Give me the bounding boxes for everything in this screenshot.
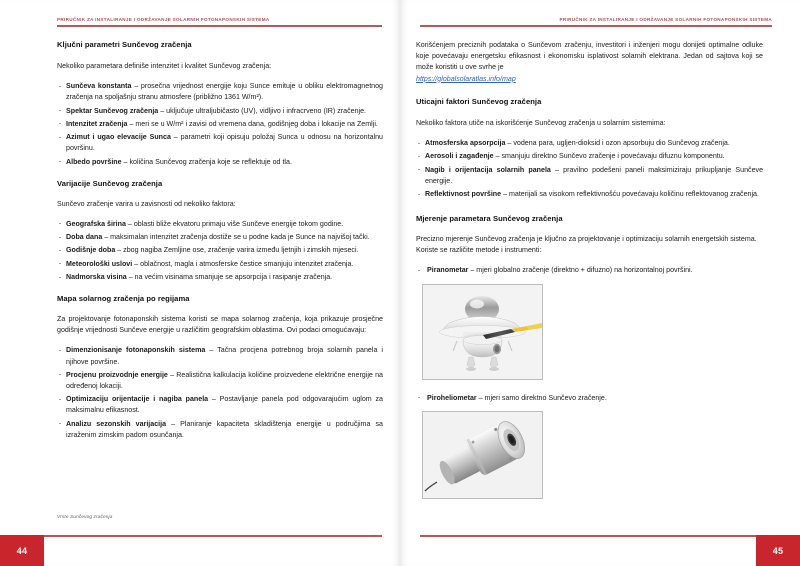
paragraph-precise-data-text: Korišćenjem preciznih podataka o Sunčevom zračenju, investitori i inženjeri mogu donijeti optimalne odluke koje povećavaju energetsku efikasnost i ekonomsku isplativost solarnih elektrana. Jedan od sajtova koji se može koristiti u ove svrhe je [416, 41, 763, 72]
list-item-text: – vodena para, ugljen-dioksid i ozon apsorbuju dio Sunčevog zračenja. [505, 139, 730, 148]
list-item-text: – parametri koji opisuju položaj Sunca u odnosu na horizontalnu površinu. [66, 133, 383, 153]
list-item [57, 394, 383, 416]
list-item-term: Dimenzionisanje fotonaponskih sistema [66, 346, 206, 355]
list-item-term: Aerosoli i zagađenje [425, 152, 494, 161]
list-item [57, 259, 383, 270]
list-item [416, 151, 763, 162]
list-item-term: Sunčeva konstanta [66, 82, 132, 91]
list-item-term: Piroheliometar [427, 393, 477, 402]
list-item-text: – Realistična kalkulacija količine proizvedene električne energije na određenoj lokaciji. [66, 370, 383, 390]
list-item-text: – mjeri globalno zračenje (direktno + difuzno) na horizontalnoj površini. [468, 266, 693, 275]
heading-variations: Varijacije Sunčevog zračenja [57, 178, 163, 188]
header-rule-right [420, 25, 772, 27]
list-item [57, 157, 383, 168]
list-item-text: – meri se u W/m² i zavisi od vremena dana, godišnjeg doba i lokacije na Zemlji. [127, 119, 378, 128]
list-item-text: – na većim visinama smanjuje se apsorpcija i rasipanje zračenja. [126, 272, 333, 281]
page-number-right: 45 [756, 535, 800, 566]
list-item [57, 345, 383, 367]
right-page-text-column [416, 40, 763, 499]
list-item-term: Azimut i ugao elevacije Sunca [66, 133, 171, 142]
list-item-text: – maksimalan intenzitet zračenja dostiže se u podne kada je Sunce na najvišoj tački. [102, 233, 370, 242]
list-item-term: Reflektivnost površine [425, 189, 502, 198]
list-item-term: Nagib i orijentacija solarnih panela [425, 165, 551, 174]
list-item [57, 272, 383, 283]
figure-caption: Vrste Sunčevog zračenja [57, 514, 113, 519]
list-item-term: Albedo površine [66, 157, 122, 166]
list-influencing-factors [416, 138, 763, 200]
list-item-text: – mjeri samo direktno Sunčevo zračenje. [476, 393, 607, 402]
list-item [57, 119, 383, 130]
list-item-term: Piranometar [427, 266, 469, 275]
list-item [57, 232, 383, 243]
list-item [57, 245, 383, 256]
list-item-text: – Postavljanje panela pod odgovarajućim uglom za maksimalnu efikasnost. [66, 395, 383, 415]
page-number-left: 44 [0, 535, 44, 566]
list-item-term: Spektar Sunčevog zračenja [66, 106, 159, 115]
list-item-term: Atmosferska apsorpcija [425, 139, 506, 148]
list-item-text: – smanjuju direktno Sunčevo zračenje i povećavaju difuznu komponentu. [493, 152, 725, 161]
list-item-term: Geografska širina [66, 219, 126, 228]
page-right [400, 0, 800, 566]
paragraph-intro-factors: Nekoliko faktora utiče na iskorišćenje Sunčevog zračenja u solarnim sistemima: [416, 118, 666, 127]
list-item-text: – pravilno podešeni paneli maksimiziraju prikupljanje Sunčeve energije. [425, 165, 764, 185]
left-page-text-column [57, 40, 383, 526]
footer-rule-left [44, 535, 382, 537]
paragraph-intro-variations: Sunčevo zračenje varira u zavisnosti od nekoliko faktora: [57, 199, 236, 208]
running-header-left: PRIRUČNIK ZA INSTALIRANJE I ODRŽAVANJE SOLARNIH FOTONAPONSKIH SISTEMA [57, 17, 270, 22]
list-item-term: Optimizaciju orijentacije i nagiba panela [66, 395, 209, 404]
list-item-text: – zbog nagiba Zemljine ose, zračenje varira između ljetnjih i zimskih mjeseci. [115, 246, 359, 255]
list-item-term: Meteorološki uslovi [66, 259, 133, 268]
list-item [57, 419, 383, 441]
list-item-text: – prosečna vrijednost energije koju Sunce emituje u obliku elektromagnetnog zračenja na spoljašnju stranu atmosfere (približno 1361 W/m²). [66, 82, 384, 102]
list-instruments-2 [416, 393, 763, 404]
list-item [57, 132, 383, 154]
running-header-right: PRIRUČNIK ZA INSTALIRANJE I ODRŽAVANJE SOLARNIH FOTONAPONSKIH SISTEMA [559, 17, 772, 22]
list-item-text: – uključuje ultraljubičasto (UV), vidljivo i infracrveno (IR) zračenje. [158, 106, 367, 115]
list-item-text: – količina Sunčevog zračenja koje se reflektuje od tla. [121, 157, 292, 166]
paragraph-intro-map: Za projektovanje fotonaponskih sistema koristi se mapa solarnog zračenja, koja prikazuje prosječne godišnje vrijednosti Sunčeve energije u različitim geografskim oblastima. Ovi podaci omogućavaju: [57, 315, 383, 335]
list-item [416, 265, 763, 276]
list-item [57, 370, 383, 392]
heading-measurement: Mjerenje parametara Sunčevog zračenja [416, 214, 563, 224]
footer-rule-right [420, 535, 756, 537]
list-item-term: Doba dana [66, 233, 103, 242]
list-item [57, 81, 383, 103]
global-solar-atlas-link[interactable]: https://globalsolaratlas.info/map [416, 74, 516, 83]
list-item [416, 189, 763, 200]
list-item-term: Godišnje doba [66, 246, 116, 255]
list-item [416, 165, 763, 187]
list-key-parameters [57, 81, 383, 167]
list-item [57, 106, 383, 117]
pyrheliometer-photo [422, 411, 543, 499]
list-item-term: Procjenu proizvodnje energije [66, 370, 168, 379]
list-variations [57, 219, 383, 283]
list-map-uses [57, 345, 383, 440]
list-item-text: – Tačna procjena potrebnog broja solarnih panela i njihove površine. [66, 346, 383, 366]
paragraph-intro-parameters: Nekoliko parametara definiše intenzitet i kvalitet Sunčevog zračenja: [57, 62, 272, 70]
list-item [416, 138, 763, 149]
list-item [57, 219, 383, 230]
list-item-text: – materijali sa visokom reflektivnošću povećavaju količinu reflektovanog zračenja. [501, 189, 759, 198]
list-item-term: Nadmorska visina [66, 272, 127, 281]
pyranometer-photo [422, 284, 543, 380]
list-item-text: – oblačnost, magla i atmosferske čestice smanjuju intenzitet zračenja. [132, 259, 354, 268]
list-instruments [416, 265, 763, 276]
pyrheliometer-illustration [423, 412, 542, 498]
list-item-term: Analizu sezonskih varijacija [66, 419, 167, 428]
heading-key-parameters: Ključni parametri Sunčevog zračenja [57, 40, 192, 49]
header-rule-left [57, 25, 382, 27]
list-item [416, 393, 763, 404]
paragraph-precise-data [416, 40, 763, 85]
list-item-text: – oblasti bliže ekvatoru primaju više Sunčeve energije tokom godine. [125, 219, 344, 228]
heading-radiation-map: Mapa solarnog zračenja po regijama [57, 294, 190, 304]
heading-influencing-factors: Uticajni faktori Sunčevog zračenja [416, 96, 542, 106]
list-item-text: – Planiranje kapaciteta skladištenja energije u područjima sa izraženim zimskim padom osunčanja. [66, 419, 383, 439]
pyranometer-illustration [423, 285, 542, 379]
paragraph-intro-measurement: Precizno mjerenje Sunčevog zračenja je ključno za projektovanje i optimizaciju solarnih energetskih sistema. Koriste se različite metode i instrumenti: [416, 235, 757, 255]
list-item-term: Intenzitet zračenja [66, 119, 128, 128]
